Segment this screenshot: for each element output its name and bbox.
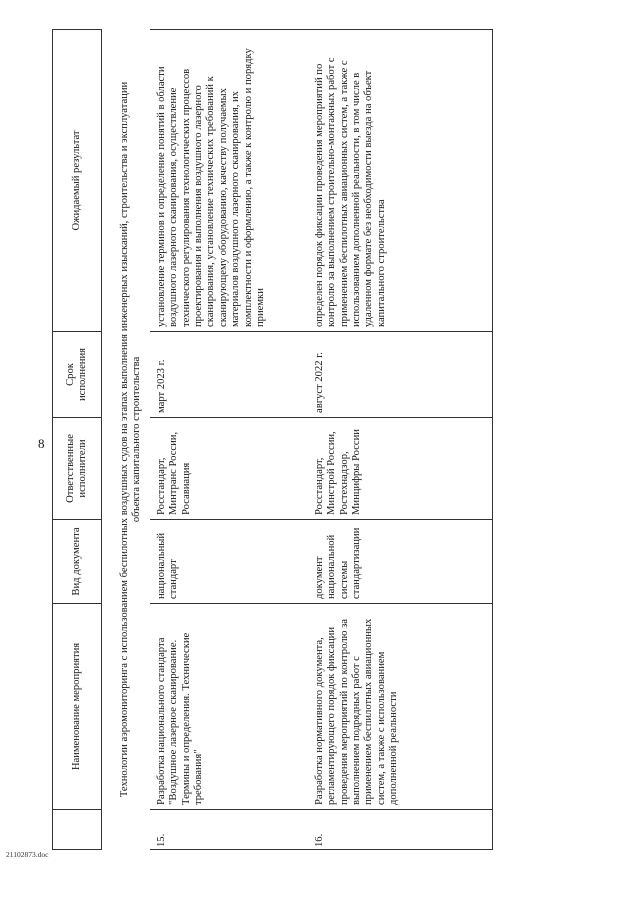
row-document-type: национальный стандарт [150, 520, 308, 604]
row-event-name: Разработка нормативного документа, регламентирующего порядок фиксации проведения мероприятий по контролю за выполнением подрядных работ с применением беспилотных авиационных систем, а также с использованием дополненной реальности [308, 604, 493, 810]
row-document-type: документ национальной системы стандартизации [308, 520, 493, 604]
header-deadline: Срок исполнения [53, 332, 102, 418]
spacer-row [102, 30, 117, 850]
row-deadline: март 2023 г. [150, 332, 308, 418]
header-document-type: Вид документа [53, 520, 102, 604]
row-number: 16. [308, 810, 493, 850]
row-event-name: Разработка национального стандарта "Воздушное лазерное сканирование. Термины и определения. Технические требования" [150, 604, 308, 810]
section-row [116, 30, 150, 850]
header-event-name: Наименование мероприятия [53, 604, 102, 810]
header-executors: Ответственные исполнители [53, 418, 102, 520]
landscape-sheet [52, 30, 540, 850]
header-expected-result: Ожидаемый результат [53, 30, 102, 332]
table-row [308, 30, 493, 850]
page-number: 8 [38, 436, 45, 451]
row-deadline: август 2022 г. [308, 332, 493, 418]
table-row [150, 30, 308, 850]
section-title: Технологии аэромониторинга с использованием беспилотных воздушных судов на этапах выполнения инженерных изысканий, строительства и эксплуатации объекта капитального строительства [119, 81, 143, 798]
events-table [52, 29, 493, 850]
row-executors: Росстандарт, Минтранс России, Росавиация [150, 418, 308, 520]
row-expected-result: определен порядок фиксации проведения мероприятий по контролю за выполнением строительно-монтажных работ с применением беспилотных авиационных систем, а также с использованием дополненной реальности, в том числе в удаленном формате без необходимости выезда на объект капитального строительства [308, 30, 493, 332]
file-id: 21102873.doc [6, 850, 49, 859]
table-header-row [53, 30, 102, 850]
row-number: 15. [150, 810, 308, 850]
row-executors: Росстандарт, Минстрой России, Ростехнадзор, Минцифры России [308, 418, 493, 520]
header-number [53, 810, 102, 850]
row-expected-result: установление терминов и определение понятий в области воздушного лазерного сканирования, осуществление технического регулирования технологических процессов проектирования и выполнения воздушного лазерного сканирования, установление технических требований к сканирующему оборудованию, качеству получаемых материалов воздушного лазерного сканирования, их комплектности и оформлению, а также к контролю и порядку приемки [150, 30, 308, 332]
